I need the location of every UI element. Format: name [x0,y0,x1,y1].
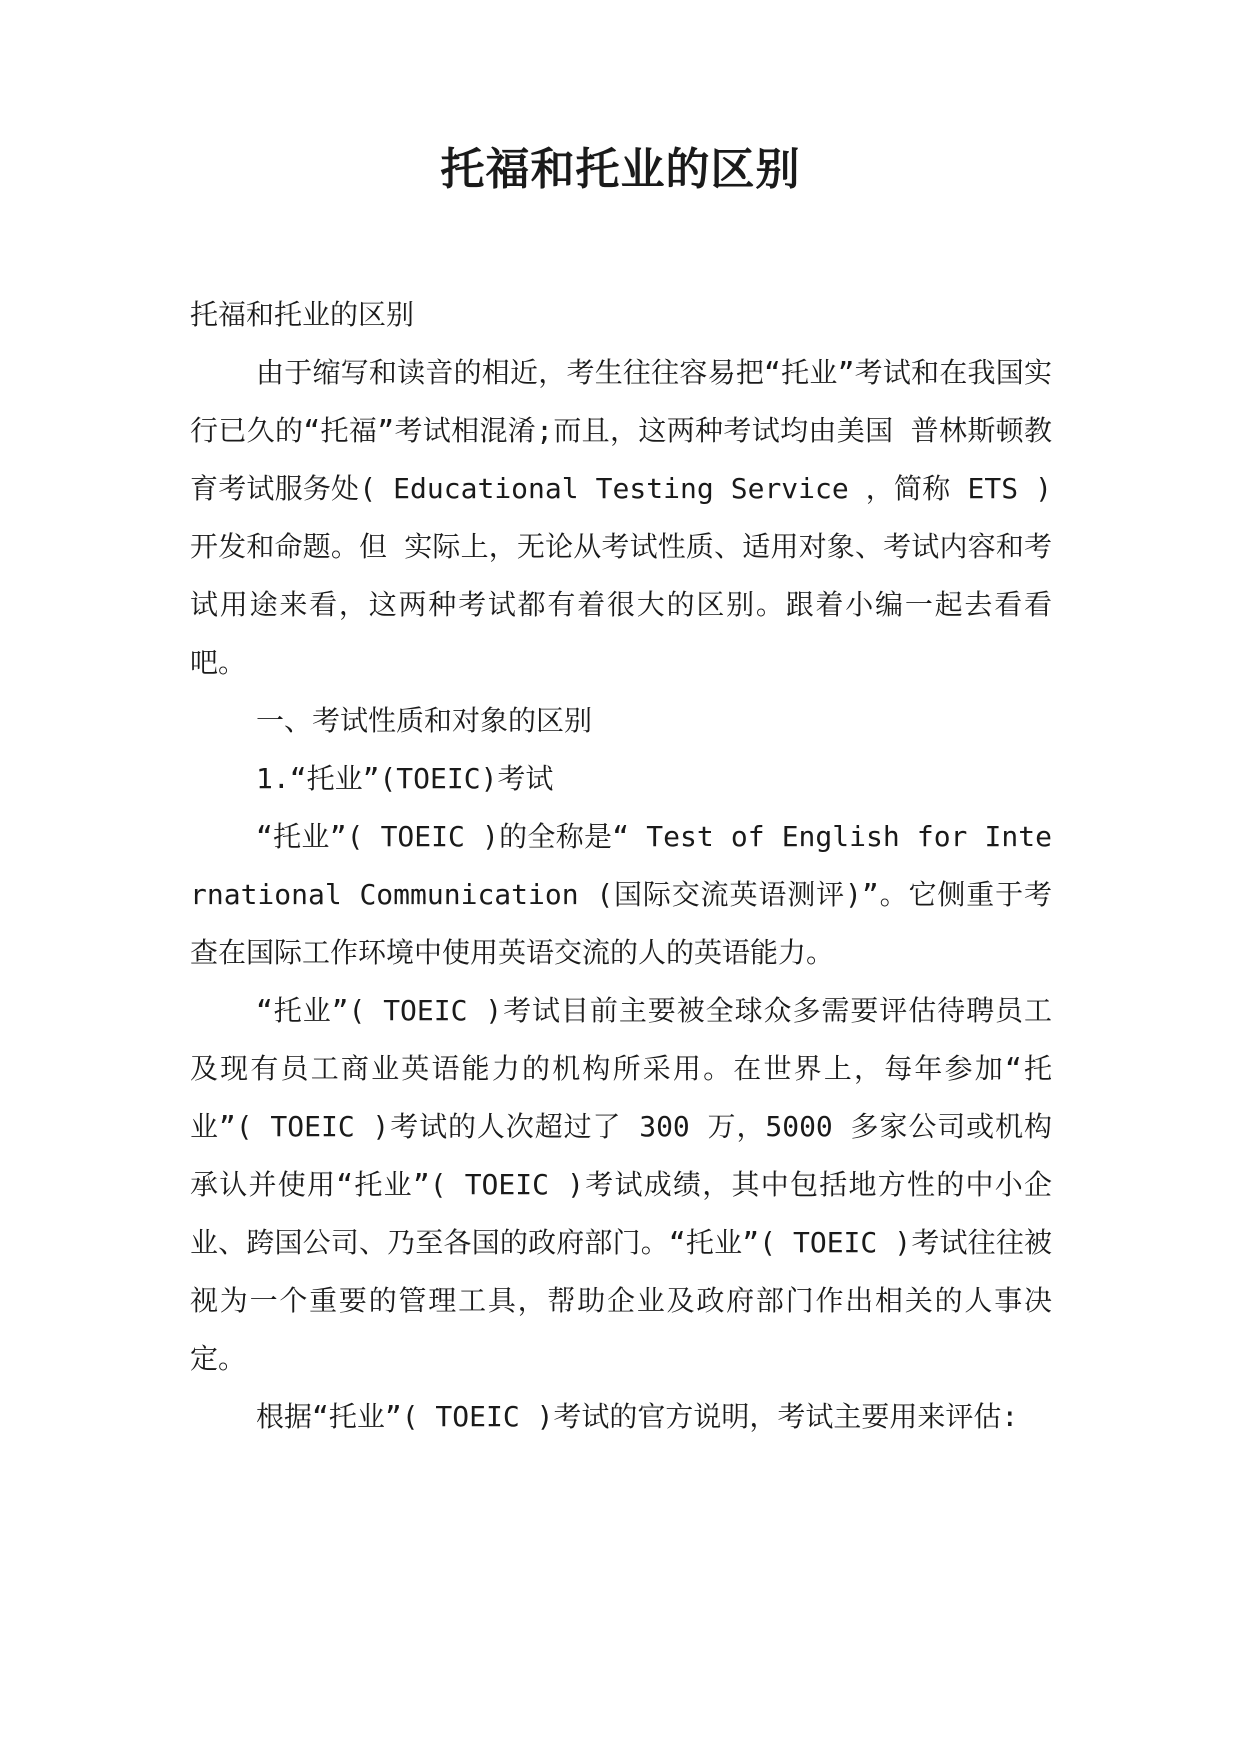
subsection-heading-1: 1.“托业”(TOEIC)考试 [256,762,554,795]
paragraph-toeic-definition: “托业”( TOEIC )的全称是“ Test of English for International Communication (国际交流英语测评)”。它侧重于考查在国际工作环境中使用英语交流的人的英语能力。 [190,820,1052,969]
paragraph-toeic-usage: “托业”( TOEIC )考试目前主要被全球众多需要评估待聘员工及现有员工商业英语能力的机构所采用。在世界上，每年参加“托业”( TOEIC )考试的人次超过了 300 万，5000 多家公司或机构承认并使用“托业”( TOEIC )考试成绩，其中包括地方性的中小企业、跨国公司、乃至各国的政府部门。“托业”( TOEIC )考试往往被视为一个重要的管理工具，帮助企业及政府部门作出相关的人事决定。 [190,994,1052,1375]
document-title: 托福和托业的区别 [440,144,801,195]
section-heading-1: 一、考试性质和对象的区别 [256,704,593,737]
paragraph-heading: 托福和托业的区别 [190,298,415,331]
document-body [190,286,1052,1446]
paragraph-toeic-assessment: 根据“托业”( TOEIC )考试的官方说明，考试主要用来评估: [256,1400,1019,1433]
paragraph-intro: 由于缩写和读音的相近，考生往往容易把“托业”考试和在我国实行已久的“托福”考试相混淆;而且，这两种考试均由美国 普林斯顿教育考试服务处( Educational Testing Service ，简称 ETS )开发和命题。但 实际上，无论从考试性质、适用对象、考试内容和考试用途来看，这两种考试都有着很大的区别。跟着小编一起去看看吧。 [190,356,1052,679]
